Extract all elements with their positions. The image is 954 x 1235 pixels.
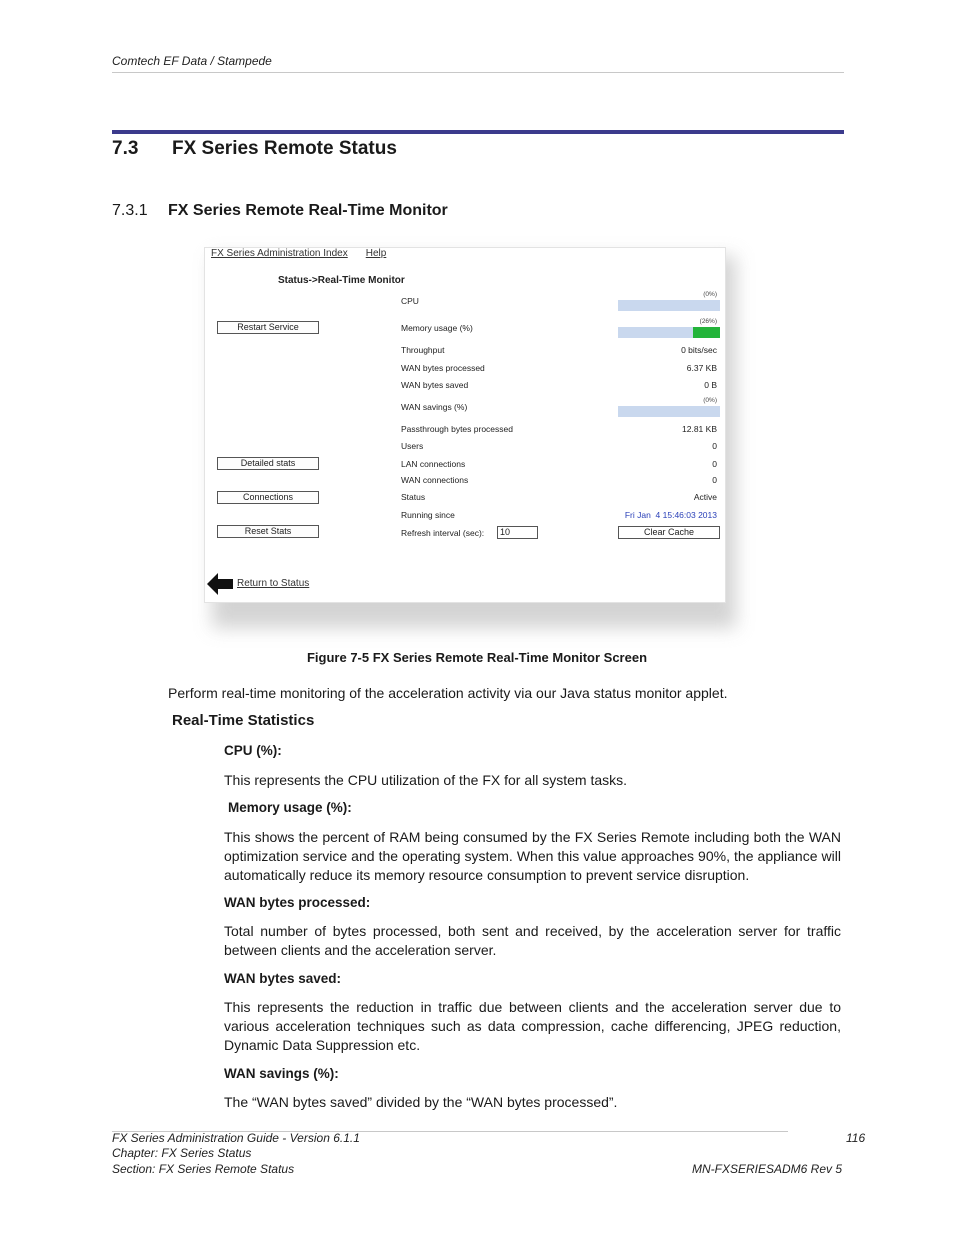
throughput-value: 0 bits/sec (681, 345, 717, 355)
section-divider (112, 130, 844, 134)
section-title: FX Series Remote Status (172, 138, 397, 159)
screenshot-title: Status->Real-Time Monitor (278, 275, 405, 286)
wan-connections-label: WAN connections (401, 475, 469, 485)
back-arrow-icon[interactable] (207, 573, 233, 595)
subsection-number: 7.3.1 (112, 202, 148, 219)
users-value: 0 (712, 441, 717, 451)
wan-savings-bar (618, 406, 720, 417)
memory-bar (618, 327, 720, 338)
throughput-label: Throughput (401, 345, 445, 355)
restart-service-button[interactable]: Restart Service (217, 321, 319, 334)
status-value: Active (693, 492, 717, 502)
users-label: Users (401, 441, 424, 451)
wan-bytes-saved-value: 0 B (704, 380, 717, 390)
definition-term: WAN bytes processed: (224, 895, 371, 910)
header-divider (112, 72, 844, 73)
definition-term: Memory usage (%): (228, 800, 352, 815)
memory-label: Memory usage (%) (401, 323, 473, 333)
wan-bytes-processed-value: 6.37 KB (686, 363, 717, 373)
memory-bar-fill (693, 327, 720, 338)
section-number: 7.3 (112, 138, 139, 159)
definition-term: WAN savings (%): (224, 1066, 339, 1081)
passthrough-label: Passthrough bytes processed (401, 424, 513, 434)
definition-text: This shows the percent of RAM being consumed by the FX Series Remote including both the WAN optimization service and the operating system. When this value approaches 90%, the appliance will automatically reduce its memory resource consumption to prevent service disruption. (224, 829, 841, 883)
reset-stats-button[interactable]: Reset Stats (217, 525, 319, 538)
page-header: Comtech EF Data / Stampede (112, 54, 272, 68)
definition-text: This represents the reduction in traffic due between clients and the acceleration server due to various acceleration techniques such as data compression, cache differencing, JPEG reduction, Dynamic Data Suppression etc. (224, 999, 841, 1053)
cpu-label: CPU (401, 296, 419, 306)
refresh-interval-input[interactable]: 10 (497, 526, 538, 539)
document-id: MN-FXSERIESADM6 Rev 5 (691, 1162, 842, 1176)
definition-text: The “WAN bytes saved” divided by the “WAN bytes processed”. (224, 1094, 618, 1110)
cpu-percent: (0%) (703, 291, 717, 298)
definition-text: This represents the CPU utilization of the FX for all system tasks. (224, 772, 628, 788)
wan-bytes-saved-label: WAN bytes saved (401, 380, 469, 390)
page-number: 116 (846, 1131, 866, 1145)
subsection-title: FX Series Remote Real-Time Monitor (168, 202, 448, 219)
footer-section: Section: FX Series Remote Status (112, 1162, 295, 1176)
refresh-interval-label: Refresh interval (sec): (401, 528, 485, 538)
screenshot-nav (211, 248, 404, 259)
wan-savings-percent: (0%) (703, 397, 717, 404)
status-label: Status (401, 492, 426, 502)
clear-cache-button[interactable]: Clear Cache (618, 526, 720, 539)
definition-term: WAN bytes saved: (224, 971, 342, 986)
return-to-status-link[interactable]: Return to Status (237, 578, 310, 589)
section-heading (112, 138, 397, 160)
lan-connections-label: LAN connections (401, 459, 466, 469)
cpu-bar (618, 300, 720, 311)
figure-caption: Figure 7-5 FX Series Remote Real-Time Monitor Screen (306, 650, 648, 665)
footer-chapter: Chapter: FX Series Status (112, 1146, 252, 1160)
running-since-value: Fri Jan 4 15:46:03 2013 (624, 510, 717, 520)
footer-guide-title: FX Series Administration Guide - Version 6.1.1 (112, 1131, 360, 1145)
definition-text: Total number of bytes processed, both sent and received, by the acceleration server for traffic between clients and the acceleration server. (224, 923, 841, 958)
nav-link-help[interactable]: Help (365, 248, 387, 259)
wan-bytes-processed-label: WAN bytes processed (401, 363, 485, 373)
running-since-label: Running since (401, 510, 455, 520)
definition-term: CPU (%): (224, 743, 282, 758)
wan-savings-label: WAN savings (%) (401, 402, 468, 412)
stats-heading: Real-Time Statistics (172, 712, 315, 729)
memory-percent: (26%) (699, 318, 717, 325)
passthrough-value: 12.81 KB (682, 424, 717, 434)
wan-connections-value: 0 (712, 475, 717, 485)
subsection-heading (112, 202, 448, 220)
detailed-stats-button[interactable]: Detailed stats (217, 457, 319, 470)
nav-link-admin-index[interactable]: FX Series Administration Index (211, 248, 348, 259)
real-time-monitor-screenshot (204, 247, 726, 603)
lan-connections-value: 0 (712, 459, 717, 469)
connections-button[interactable]: Connections (217, 491, 319, 504)
intro-paragraph: Perform real-time monitoring of the acceleration activity via our Java status monitor applet. (168, 685, 728, 701)
